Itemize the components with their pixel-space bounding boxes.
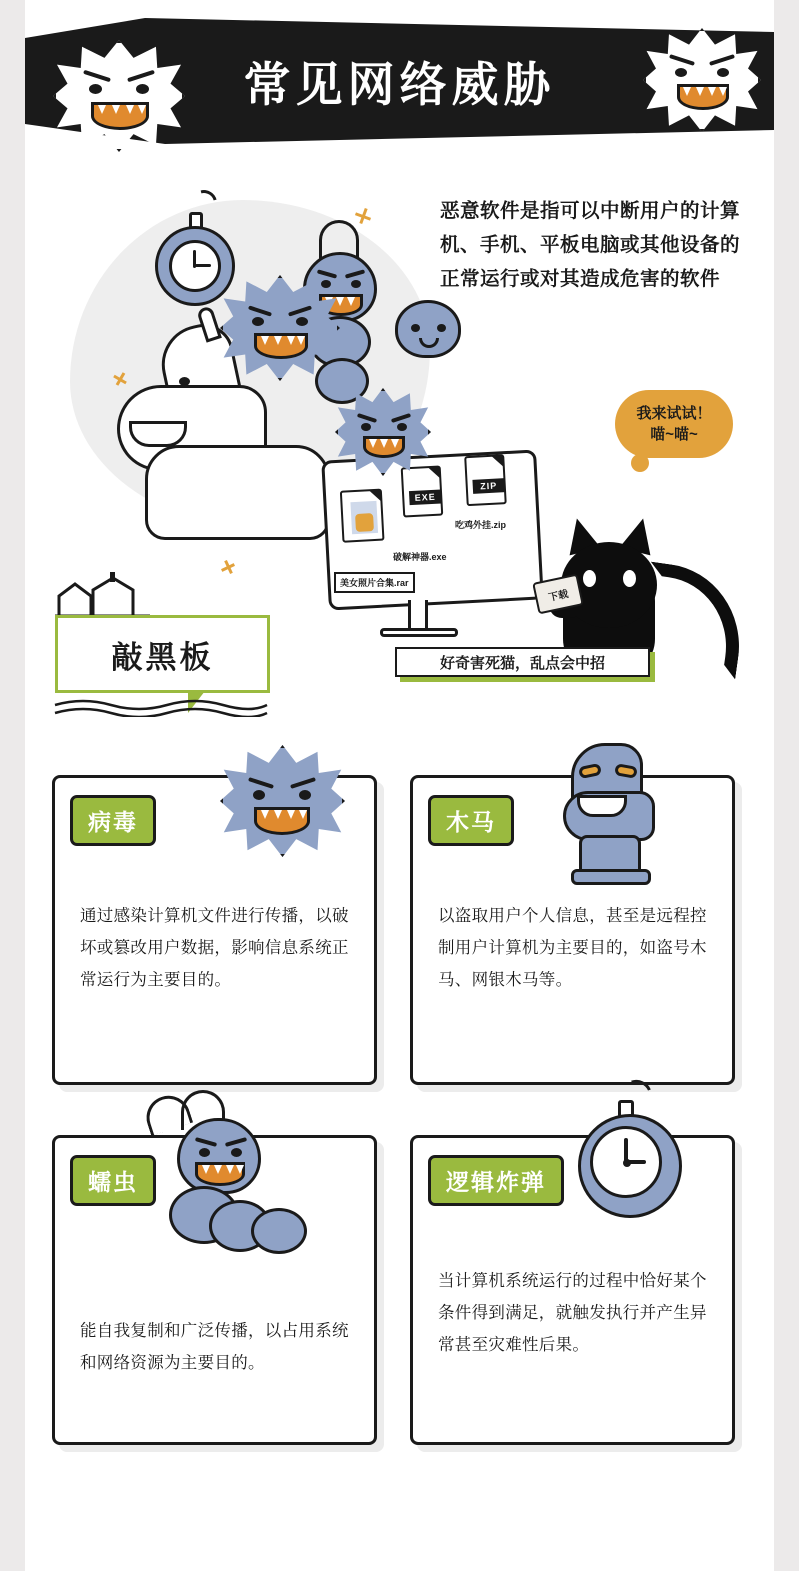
- bubble-line-1: 我来试试！: [636, 405, 712, 422]
- virus-spike-icon: [53, 40, 185, 152]
- page-title: 常见网络威胁: [243, 58, 556, 113]
- house-decoration-icon: [55, 570, 150, 618]
- poster-page: [25, 0, 774, 1571]
- exe-file-icon[interactable]: EXE: [401, 465, 444, 517]
- time-bomb-clock-icon: [570, 1080, 700, 1220]
- file-label-rar[interactable]: 美女照片合集.rar: [334, 572, 415, 593]
- trojan-horse-icon: [545, 743, 675, 893]
- card-text-logic-bomb: 当计算机系统运行的过程中恰好某个条件得到满足，就触发执行并产生异常甚至灾难性后果。: [438, 1272, 707, 1354]
- file-label-zip[interactable]: 吃鸡外挂.zip: [455, 520, 506, 530]
- card-tag-worm: 蠕虫: [70, 1155, 156, 1206]
- squiggle-underline: [53, 697, 268, 717]
- card-tag-virus: 病毒: [70, 795, 156, 846]
- cat-eye-left: [583, 570, 596, 587]
- card-tag-trojan: 木马: [428, 795, 514, 846]
- image-file-icon[interactable]: [340, 489, 385, 543]
- poster-header: [25, 0, 774, 160]
- card-tag-logic-bomb: 逻辑炸弹: [428, 1155, 564, 1206]
- cat-eye-right: [623, 570, 636, 587]
- hero-illustration-section: [25, 160, 774, 720]
- card-text-worm: 能自我复制和广泛传播，以占用系统和网络资源为主要目的。: [80, 1322, 349, 1372]
- zip-file-icon[interactable]: ZIP: [464, 454, 507, 506]
- worm-icon: [125, 1090, 355, 1280]
- intro-text: 恶意软件是指可以中断用户的计算机、手机、平板电脑或其他设备的正常运行或对其造成危害的软件: [440, 200, 741, 290]
- card-text-trojan: 以盗取用户个人信息，甚至是远程控制用户计算机为主要目的，如盗号木马、网银木马等。: [438, 907, 707, 989]
- download-button[interactable]: 下载: [532, 574, 584, 615]
- monitor-base: [380, 628, 458, 637]
- sign-label: 敲黑板: [111, 639, 214, 675]
- cat-speech-bubble: [615, 390, 733, 458]
- angry-face-icon: [395, 300, 461, 366]
- card-text-virus: 通过感染计算机文件进行传播，以破坏或篡改用户数据，影响信息系统正常运行为主要目的。: [80, 907, 349, 989]
- virus-spike-icon: [220, 745, 345, 857]
- virus-spike-icon: [220, 275, 340, 381]
- virus-spike-icon: [335, 388, 431, 476]
- threat-cards-grid: [25, 735, 774, 1455]
- hero-caption: 好奇害死猫，乱点会中招: [395, 647, 650, 677]
- file-label-exe[interactable]: 破解神器.exe: [393, 552, 447, 562]
- virus-spike-icon: [643, 28, 761, 132]
- bubble-line-2: 喵~喵~: [650, 426, 698, 443]
